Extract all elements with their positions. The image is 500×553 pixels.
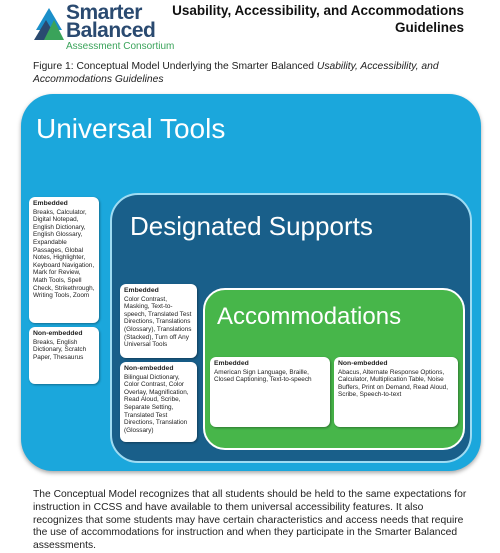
document-title: Usability, Accessibility, and Accommodations Guidelines [172,3,464,35]
card-heading: Non-embedded [33,330,83,337]
accommodations-nonembedded-card [334,357,458,427]
designated-supports-embedded-card [120,284,197,358]
universal-tools-title: Universal Tools [36,113,226,144]
smarter-balanced-logo-icon [34,6,64,42]
logo-word-balanced: Balanced [66,19,156,42]
card-heading: Embedded [214,360,249,367]
logo-subtitle: Assessment Consortium [66,41,175,52]
card-text: Breaks, English Dictionary, Scratch Paper, Thesaurus [33,338,87,361]
figure-caption-text: Figure 1: Conceptual Model Underlying the Smarter Balanced [33,61,317,72]
figure-caption [33,60,453,86]
body-paragraph: The Conceptual Model recognizes that all students should be held to the same expectations for instruction in CCSS and have available to them universal accessibility features. It also recognizes that some students may have certain characteristics and access needs that require the use of accommodations for instruction and when they participate in the Smarter Balanced assessments. [33,489,467,552]
card-text: Breaks, Calculator, Digital Notepad, English Dictionary, English Glossary, Expandable Passages, Global Notes, Highlighter, Keyboard Navigation, Mark for Review, Math Tools, Spell Check, Strikethrough, Writing Tools, Zoom [33,208,95,300]
card-heading: Non-embedded [338,360,388,367]
card-text: American Sign Language, Braille, Closed Captioning, Text-to-speech [214,368,312,384]
accommodations-title: Accommodations [217,303,402,330]
card-heading: Non-embedded [124,365,174,372]
card-heading: Embedded [124,287,159,294]
figure-caption-italic: Usability, Accessibility, and Accommodations Guidelines [33,61,439,85]
logo-word-smarter: Smarter [66,1,142,24]
universal-tools-nonembedded-card [29,327,99,384]
designated-supports-nonembedded-card [120,362,197,442]
designated-supports-title: Designated Supports [130,211,373,241]
accommodations-embedded-card [210,357,330,427]
card-text: Bilingual Dictionary, Color Contrast, Color Overlay, Magnification, Read Aloud, Scribe, Separate Setting, Translated Test Directions, Translation (Glossary) [124,373,189,434]
card-text: Abacus, Alternate Response Options, Calculator, Multiplication Table, Noise Buffers, Print on Demand, Read Aloud, Scribe, Speech-to-text [338,368,449,399]
universal-tools-embedded-card [29,197,99,323]
card-heading: Embedded [33,200,68,207]
card-text: Color Contrast, Masking, Text-to-speech, Translated Test Directions, Translations (Glossary), Translations (Stacked), Turn off Any Universal Tools [124,295,192,349]
